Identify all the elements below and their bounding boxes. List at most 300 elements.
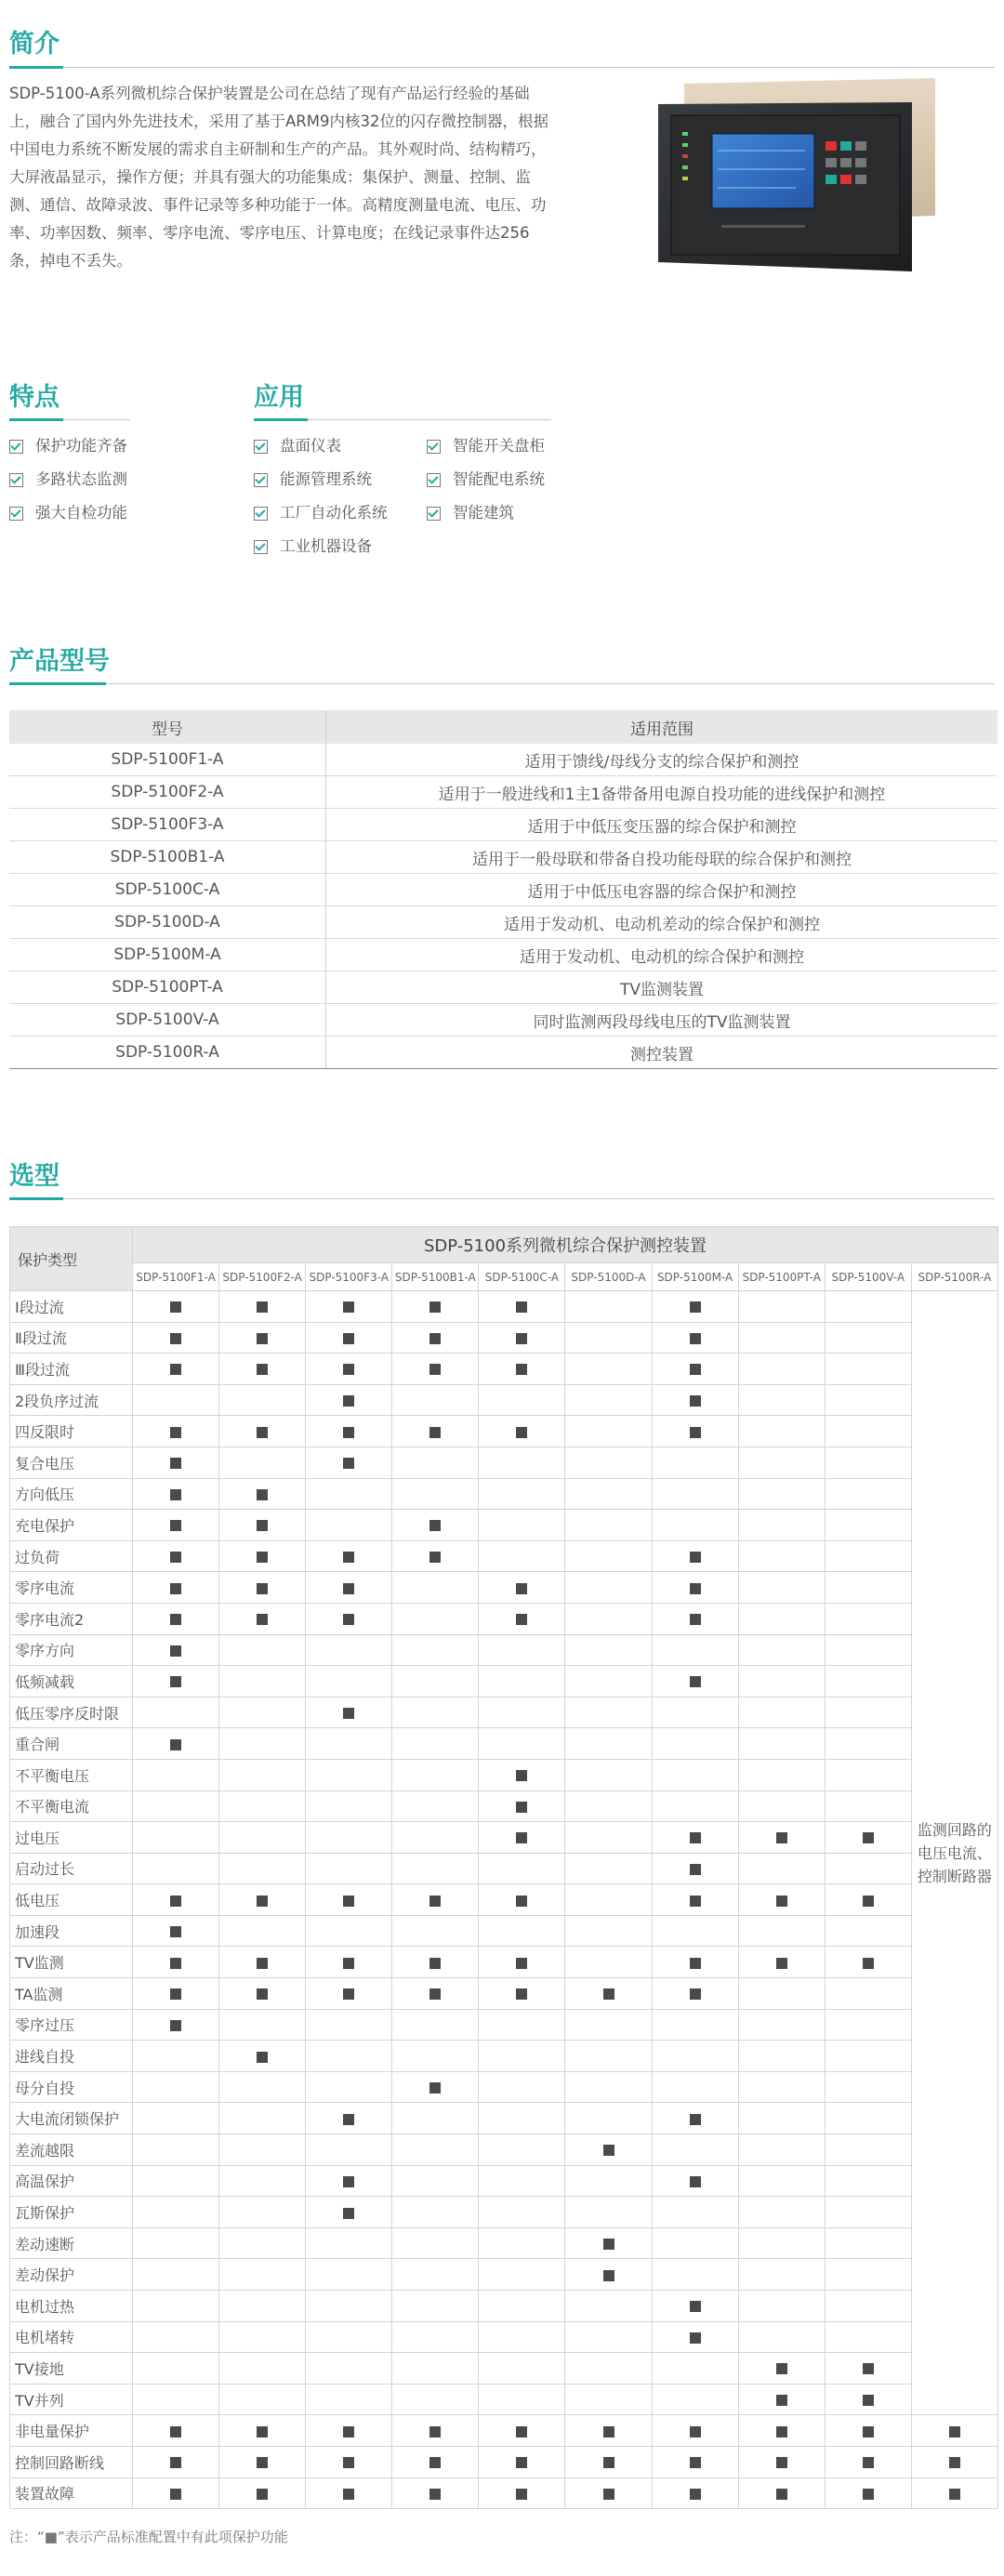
selection-cell [652, 1790, 738, 1822]
model-scope: 适用于发动机、电动机差动的综合保护和测控 [326, 906, 998, 939]
selection-cell [219, 2353, 306, 2384]
protection-type-label: 非电量保护 [10, 2415, 133, 2447]
selection-cell [652, 1510, 738, 1541]
standard-config-mark [516, 1832, 527, 1843]
standard-config-mark [516, 2426, 527, 2437]
selection-row [10, 1978, 998, 2010]
selection-cell [306, 2477, 392, 2509]
selection-cell [565, 1478, 652, 1510]
standard-config-mark [863, 1896, 874, 1907]
selection-cell [565, 2009, 652, 2041]
standard-config-mark [429, 1988, 441, 2000]
protection-type-label: 不平衡电流 [10, 1790, 133, 1822]
standard-config-mark [690, 1988, 701, 2000]
selection-cell [219, 1822, 306, 1854]
application-item: 盘面仪表 [254, 429, 388, 463]
standard-config-mark [690, 2457, 701, 2468]
selection-cell [825, 1384, 911, 1416]
standard-config-mark [257, 1958, 268, 1969]
selection-cell [306, 1322, 392, 1354]
selection-cell [133, 2227, 219, 2259]
selection-row [10, 2353, 998, 2384]
selection-cell [306, 2227, 392, 2259]
selection-cell [133, 2259, 219, 2291]
protection-type-label: 母分自投 [10, 2071, 133, 2103]
protection-type-label: 电机过热 [10, 2291, 133, 2322]
selection-cell [306, 2009, 392, 2041]
selection-cell [825, 2009, 911, 2041]
selection-cell [133, 1384, 219, 1416]
features-title: 特点 [9, 383, 59, 412]
selection-cell [306, 1634, 392, 1666]
selection-cell [392, 2134, 479, 2166]
selection-cell [392, 2041, 479, 2072]
selection-cell [738, 2353, 825, 2384]
selection-cell [306, 1759, 392, 1790]
standard-config-mark [949, 2489, 960, 2500]
models-divider [9, 683, 995, 684]
standard-config-mark [690, 1614, 701, 1625]
standard-config-mark [170, 1676, 181, 1687]
standard-config-mark [690, 1832, 701, 1843]
selection-cell [392, 1384, 479, 1416]
selection-cell [219, 2384, 306, 2415]
selection-cell [738, 1666, 825, 1698]
check-icon [427, 507, 441, 521]
selection-cell [825, 2134, 911, 2166]
standard-config-mark [603, 2426, 614, 2437]
features-accent [9, 418, 63, 421]
selection-cell [911, 2415, 997, 2447]
selection-cell [565, 1510, 652, 1541]
protection-type-label: 2段负序过流 [10, 1384, 133, 1416]
check-icon [9, 473, 23, 487]
selection-cell [133, 1634, 219, 1666]
protection-type-label: 零序过压 [10, 2009, 133, 2041]
standard-config-mark [516, 1988, 527, 2000]
selection-cell [565, 1728, 652, 1760]
selection-cell [479, 2041, 565, 2072]
selection-cell [738, 2259, 825, 2291]
selection-cell [133, 1822, 219, 1854]
selection-cell [133, 1540, 219, 1572]
selection-accent [9, 1197, 63, 1200]
models-header-model: 型号 [9, 710, 326, 744]
selection-row [10, 2384, 998, 2415]
standard-config-mark [257, 1583, 268, 1594]
standard-config-mark [690, 2301, 701, 2312]
model-code: SDP-5100V-A [9, 1004, 326, 1037]
standard-config-mark [429, 1520, 441, 1531]
selection-cell [738, 2321, 825, 2353]
selection-cell [652, 1759, 738, 1790]
selection-cell [479, 1291, 565, 1323]
selection-cell [219, 1291, 306, 1323]
application-item: 工业机器设备 [254, 530, 388, 563]
standard-config-mark [170, 1645, 181, 1657]
selection-cell [652, 1634, 738, 1666]
standard-config-mark [516, 2489, 527, 2500]
selection-cell [738, 1447, 825, 1478]
standard-config-mark [863, 1832, 874, 1843]
selection-cell [825, 1447, 911, 1478]
selection-row [10, 2321, 998, 2353]
feature-item: 保护功能齐备 [9, 429, 127, 463]
selection-cell [652, 1291, 738, 1323]
selection-cell [133, 1884, 219, 1916]
selection-cell [133, 1322, 219, 1354]
selection-cell [652, 1884, 738, 1916]
selection-cell [219, 1915, 306, 1947]
standard-config-mark [257, 2457, 268, 2468]
standard-config-mark [257, 1988, 268, 2000]
selection-cell [738, 1915, 825, 1947]
model-code: SDP-5100F2-A [9, 776, 326, 809]
selection-cell [652, 2321, 738, 2353]
selection-cell [652, 1915, 738, 1947]
selection-cell [565, 1697, 652, 1728]
applications-list-1 [254, 429, 388, 563]
model-row [9, 971, 997, 1004]
applications-title: 应用 [254, 383, 304, 412]
selection-cell [219, 2477, 306, 2509]
protection-type-label: 不平衡电压 [10, 1759, 133, 1790]
selection-cell [219, 2291, 306, 2322]
selection-cell [738, 2384, 825, 2415]
standard-config-mark [170, 1926, 181, 1937]
standard-config-mark [343, 2426, 354, 2437]
selection-cell [219, 2197, 306, 2228]
model-scope: 适用于发动机、电动机的综合保护和测控 [326, 939, 998, 971]
protection-type-header: 保护类型 [10, 1227, 133, 1291]
selection-cell [652, 1978, 738, 2010]
standard-config-mark [257, 2426, 268, 2437]
selection-cell [392, 1728, 479, 1760]
selection-cell [133, 2041, 219, 2072]
selection-cell [219, 2415, 306, 2447]
standard-config-mark [343, 1301, 354, 1313]
selection-cell [652, 1447, 738, 1478]
selection-cell [825, 1603, 911, 1634]
selection-cell [911, 2446, 997, 2477]
protection-type-label: 低频减载 [10, 1666, 133, 1698]
selection-cell [652, 2227, 738, 2259]
selection-cell [306, 1603, 392, 1634]
selection-cell [219, 1322, 306, 1354]
selection-cell [133, 2071, 219, 2103]
selection-cell [652, 1478, 738, 1510]
selection-cell [392, 2353, 479, 2384]
selection-row [10, 2227, 998, 2259]
application-item: 智能配电系统 [427, 463, 545, 496]
protection-type-label: 瓦斯保护 [10, 2197, 133, 2228]
protection-type-label: TV监测 [10, 1947, 133, 1978]
selection-row [10, 1634, 998, 1666]
selection-cell [652, 2384, 738, 2415]
standard-config-mark [429, 1552, 441, 1563]
protection-type-label: 差流越限 [10, 2134, 133, 2166]
selection-cell [392, 2197, 479, 2228]
protection-type-label: TV并列 [10, 2384, 133, 2415]
standard-config-mark [690, 2114, 701, 2125]
standard-config-mark [257, 1896, 268, 1907]
selection-cell [306, 2291, 392, 2322]
standard-config-mark [343, 1427, 354, 1438]
selection-cell [219, 1978, 306, 2010]
intro-accent [9, 66, 63, 69]
standard-config-mark [343, 2457, 354, 2468]
standard-config-mark [429, 1364, 441, 1375]
standard-config-mark [863, 2426, 874, 2437]
selection-cell [738, 1572, 825, 1604]
intro-body: SDP-5100-A系列微机综合保护装置是公司在总结了现有产品运行经验的基础上，融合了国内外先进技术，采用了基于ARM9内核32位的闪存微控制器，根据中国电力系统不断发展的需求自主研制和生产的产品。其外观时尚、结构精巧，大屏液晶显示，操作方便；并具有强大的功能集成：集保护、测量、控制、监测、通信、故障录波、事件记录等多种功能于一体。高精度测量电流、电压、功率、功率因数、频率、零序电流、零序电压、计算电度；在线记录事件达256条，掉电不丢失。 [9, 85, 548, 270]
standard-config-mark [776, 2395, 787, 2406]
selection-cell [825, 2071, 911, 2103]
selection-cell [392, 1572, 479, 1604]
selection-cell [392, 1510, 479, 1541]
model-row [9, 809, 997, 841]
standard-config-mark [170, 1458, 181, 1469]
selection-cell [565, 2415, 652, 2447]
selection-cell [306, 2415, 392, 2447]
selection-cell [219, 1759, 306, 1790]
standard-config-mark [429, 1427, 441, 1438]
model-code: SDP-5100B1-A [9, 841, 326, 874]
standard-config-mark [343, 2208, 354, 2219]
selection-cell [306, 2321, 392, 2353]
selection-cell [133, 1603, 219, 1634]
selection-cell [652, 1540, 738, 1572]
selection-cell [738, 2227, 825, 2259]
selection-cell [479, 1540, 565, 1572]
model-column-header: SDP-5100R-A [911, 1263, 997, 1291]
selection-cell [738, 2291, 825, 2322]
standard-config-mark [170, 1301, 181, 1313]
selection-cell [392, 1478, 479, 1510]
selection-cell [652, 2071, 738, 2103]
selection-cell [825, 2384, 911, 2415]
selection-cell [306, 2041, 392, 2072]
selection-cell [133, 2446, 219, 2477]
selection-cell [652, 1666, 738, 1698]
selection-cell [652, 1384, 738, 1416]
selection-cell [133, 1478, 219, 1510]
selection-cell [133, 2009, 219, 2041]
model-row [9, 906, 997, 939]
selection-cell [392, 1354, 479, 1385]
selection-cell [738, 1322, 825, 1354]
intro-title: 简介 [9, 30, 59, 59]
selection-cell [825, 1322, 911, 1354]
standard-config-mark [690, 1333, 701, 1344]
selection-row [10, 2477, 998, 2509]
selection-cell [133, 1416, 219, 1447]
selection-cell [565, 2477, 652, 2509]
protection-type-label: Ⅲ段过流 [10, 1354, 133, 1385]
selection-cell [738, 1728, 825, 1760]
standard-config-mark [516, 1301, 527, 1313]
selection-cell [565, 1540, 652, 1572]
selection-cell [738, 1354, 825, 1385]
selection-cell [479, 1478, 565, 1510]
selection-cell [565, 1853, 652, 1884]
selection-cell [738, 2415, 825, 2447]
standard-config-mark [690, 1896, 701, 1907]
series-group-header: SDP-5100系列微机综合保护测控装置 [133, 1227, 998, 1263]
models-accent [9, 682, 106, 685]
selection-cell [306, 2197, 392, 2228]
selection-cell [825, 2227, 911, 2259]
selection-cell [306, 1697, 392, 1728]
model-code: SDP-5100R-A [9, 1037, 326, 1069]
model-column-header: SDP-5100F1-A [133, 1263, 219, 1291]
standard-config-mark [170, 1427, 181, 1438]
standard-config-mark [170, 1739, 181, 1750]
standard-config-mark [170, 1614, 181, 1625]
selection-cell [652, 1354, 738, 1385]
selection-cell [652, 1697, 738, 1728]
selection-cell [392, 2165, 479, 2197]
selection-row [10, 1572, 998, 1604]
protection-type-label: 电机堵转 [10, 2321, 133, 2353]
model-column-header: SDP-5100B1-A [392, 1263, 479, 1291]
selection-cell [738, 2197, 825, 2228]
selection-cell [392, 1416, 479, 1447]
model-scope: 适用于中低压电容器的综合保护和测控 [326, 874, 998, 906]
standard-config-mark [690, 1395, 701, 1407]
selection-cell [565, 2259, 652, 2291]
selection-cell [479, 2321, 565, 2353]
standard-config-mark [429, 1333, 441, 1344]
selection-cell [825, 1978, 911, 2010]
selection-cell [825, 1947, 911, 1978]
standard-config-mark [343, 2114, 354, 2125]
selection-cell [219, 1354, 306, 1385]
selection-cell [306, 1728, 392, 1760]
protection-type-label: 控制回路断线 [10, 2446, 133, 2477]
protection-type-label: 零序电流 [10, 1572, 133, 1604]
selection-cell [219, 1384, 306, 1416]
standard-config-mark [257, 2052, 268, 2063]
selection-cell [825, 2197, 911, 2228]
protection-type-label: 充电保护 [10, 1510, 133, 1541]
selection-cell [825, 1728, 911, 1760]
selection-cell [652, 2134, 738, 2166]
selection-cell [306, 1572, 392, 1604]
standard-config-mark [690, 1676, 701, 1687]
selection-cell [825, 2477, 911, 2509]
selection-cell [219, 1884, 306, 1916]
selection-cell [479, 2446, 565, 2477]
selection-cell [825, 1354, 911, 1385]
selection-cell [565, 1416, 652, 1447]
model-row [9, 1004, 997, 1037]
standard-config-mark [343, 1614, 354, 1625]
selection-cell [219, 1634, 306, 1666]
selection-cell [565, 1915, 652, 1947]
protection-type-label: 零序电流2 [10, 1603, 133, 1634]
selection-cell [479, 2103, 565, 2134]
selection-row [10, 1322, 998, 1354]
selection-cell [738, 1540, 825, 1572]
selection-cell [565, 1978, 652, 2010]
selection-cell [565, 2227, 652, 2259]
selection-cell [479, 1978, 565, 2010]
feature-item: 多路状态监测 [9, 463, 127, 496]
selection-cell [392, 1884, 479, 1916]
selection-row [10, 1354, 998, 1385]
standard-config-mark [603, 2239, 614, 2250]
standard-config-mark [170, 1333, 181, 1344]
selection-row [10, 2446, 998, 2477]
selection-cell [565, 1822, 652, 1854]
selection-cell [306, 1416, 392, 1447]
selection-cell [479, 1728, 565, 1760]
model-column-header: SDP-5100M-A [652, 1263, 738, 1291]
selection-row [10, 1915, 998, 1947]
selection-cell [479, 2227, 565, 2259]
standard-config-mark [429, 1301, 441, 1313]
selection-cell [219, 1666, 306, 1698]
standard-config-mark [603, 2145, 614, 2156]
selection-cell [133, 2134, 219, 2166]
selection-cell [738, 2134, 825, 2166]
standard-config-mark [863, 2457, 874, 2468]
selection-cell [219, 2446, 306, 2477]
model-column-header: SDP-5100C-A [479, 1263, 565, 1291]
selection-cell [738, 1853, 825, 1884]
selection-cell [652, 2165, 738, 2197]
standard-config-mark [776, 1958, 787, 1969]
standard-config-mark [603, 2489, 614, 2500]
standard-config-mark [257, 1333, 268, 1344]
model-code: SDP-5100F3-A [9, 809, 326, 841]
standard-config-mark [257, 2489, 268, 2500]
model-row [9, 744, 997, 776]
selection-cell [565, 1603, 652, 1634]
standard-config-mark [516, 1583, 527, 1594]
protection-type-label: 装置故障 [10, 2477, 133, 2509]
models-header-scope: 适用范围 [326, 710, 998, 744]
selection-cell [652, 2291, 738, 2322]
models-table [9, 710, 997, 1069]
selection-cell [392, 1291, 479, 1323]
selection-cell [738, 1759, 825, 1790]
standard-config-mark [343, 2489, 354, 2500]
selection-cell [306, 2071, 392, 2103]
selection-cell [133, 1978, 219, 2010]
standard-config-mark [429, 2082, 441, 2094]
protection-type-label: 差动保护 [10, 2259, 133, 2291]
standard-config-mark [343, 1958, 354, 1969]
selection-cell [306, 2165, 392, 2197]
selection-cell [479, 1572, 565, 1604]
standard-config-mark [343, 1333, 354, 1344]
selection-cell [565, 2291, 652, 2322]
selection-cell [392, 2477, 479, 2509]
selection-cell [565, 2321, 652, 2353]
selection-cell [825, 1790, 911, 1822]
selection-cell [133, 1853, 219, 1884]
selection-cell [479, 2165, 565, 2197]
selection-divider [9, 1198, 995, 1199]
selection-cell [133, 2291, 219, 2322]
model-column-header: SDP-5100D-A [565, 1263, 652, 1291]
standard-config-mark [257, 1489, 268, 1500]
selection-cell [133, 2165, 219, 2197]
selection-row [10, 2259, 998, 2291]
selection-cell [133, 2321, 219, 2353]
